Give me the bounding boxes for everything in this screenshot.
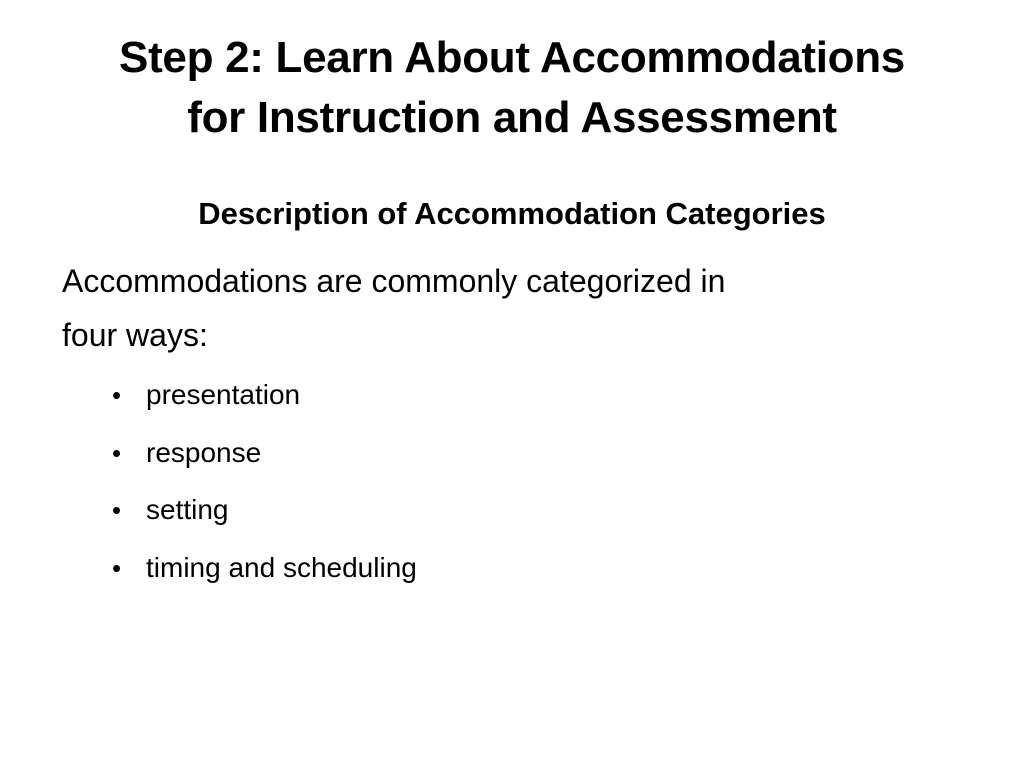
intro-line: four ways: [62,317,208,353]
bullet-label: timing and scheduling [146,551,417,583]
bullet-item-presentation [112,366,912,424]
bullet-label: presentation [146,379,301,410]
slide-subtitle: Description of Accommodation Categories [198,196,826,231]
bullet-label: response [146,436,262,468]
bullet-item-response [112,424,912,482]
bullet-icon: • [112,552,122,583]
bullet-item-setting [112,481,912,539]
intro-paragraph [62,254,962,362]
slide-title-line: for Instruction and Assessment [187,93,837,142]
bullet-label: setting [146,494,229,525]
intro-line: Accommodations are commonly categorized in [62,263,726,299]
category-bullet-list [112,366,912,596]
bullet-icon: • [112,437,122,468]
slide-title [40,28,984,148]
slide-title-line: Step 2: Learn About Accommodations [119,33,905,82]
bullet-item-timing-and-scheduling [112,539,912,597]
bullet-icon: • [112,495,122,525]
bullet-icon: • [112,380,122,410]
